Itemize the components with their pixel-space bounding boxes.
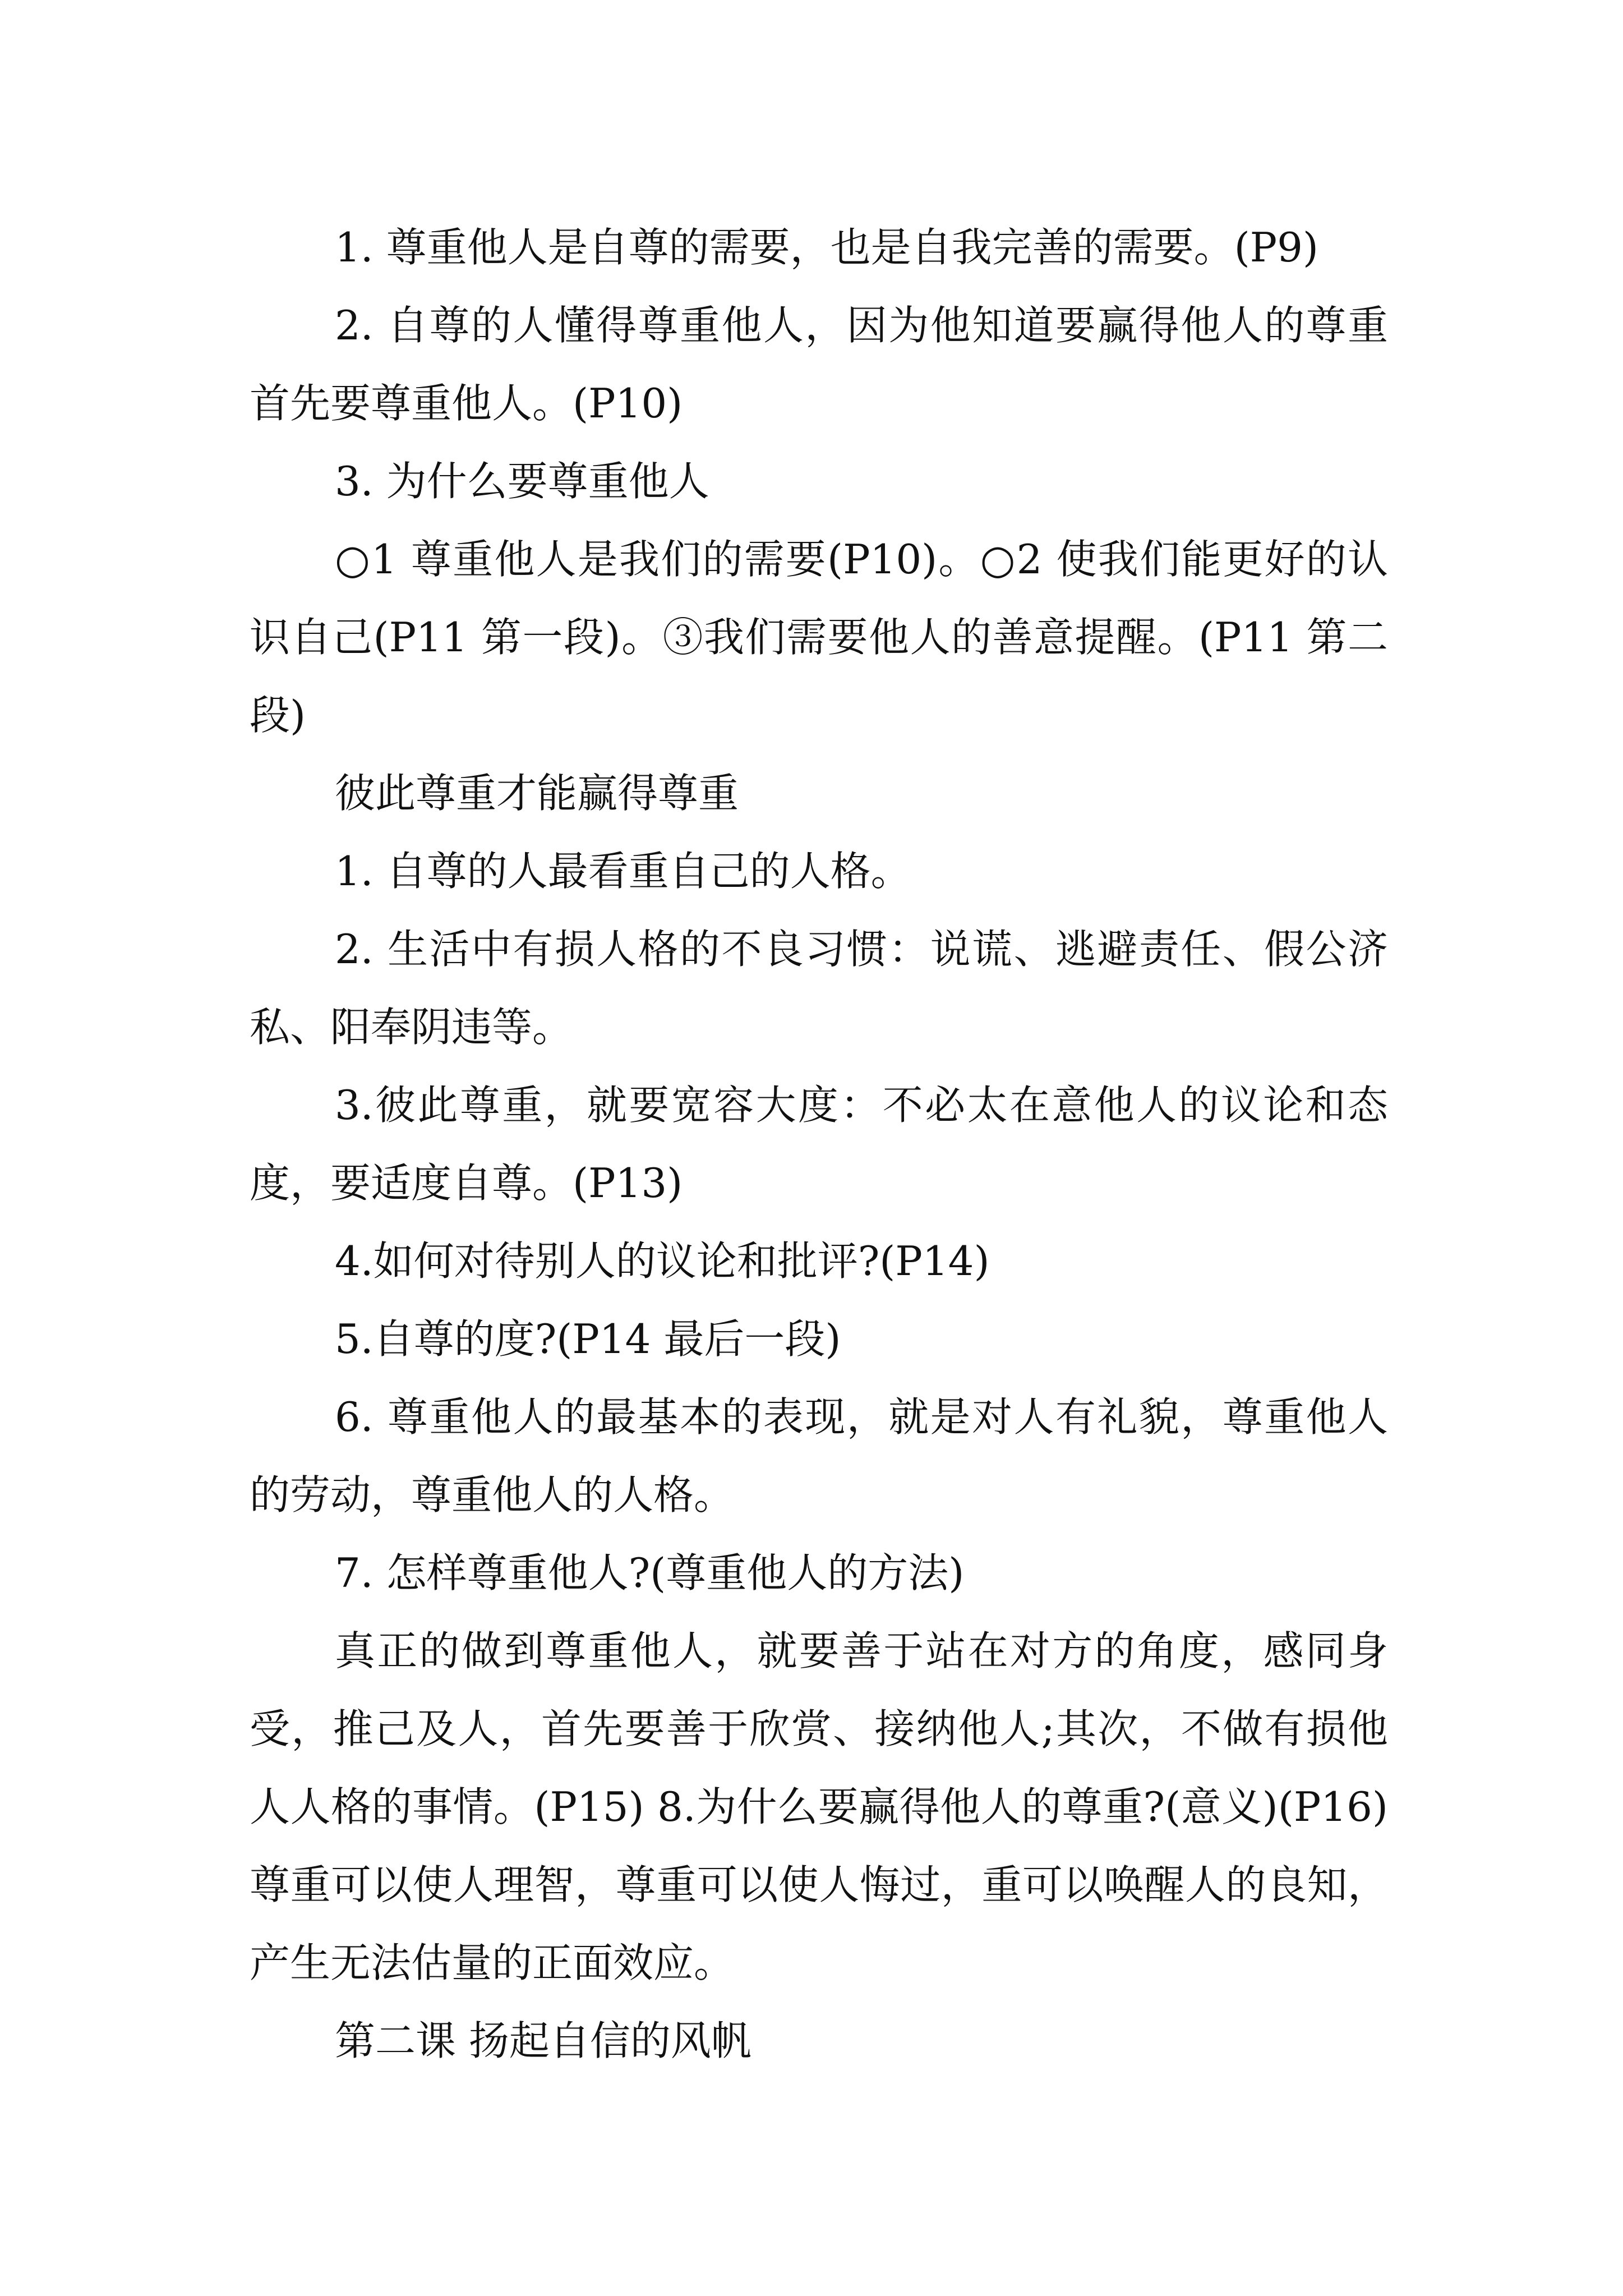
paragraph: ○1 尊重他人是我们的需要(P10)。○2 使我们能更好的认识自己(P11 第一段)。③我们需要他人的善意提醒。(P11 第二段) xyxy=(250,536,1388,739)
document-body xyxy=(250,209,1388,2080)
paragraph: 1. 自尊的人最看重自己的人格。 xyxy=(335,848,911,895)
paragraph: 真正的做到尊重他人，就要善于站在对方的角度，感同身受，推己及人，首先要善于欣赏、接纳他人;其次，不做有损他人人格的事情。(P15) 8.为什么要赢得他人的尊重?(意义)(P16) 尊重可以使人理智，尊重可以使人悔过，重可以唤醒人的良知，产生无法估量的正面效应。 xyxy=(250,1627,1388,1986)
paragraph: 3. 为什么要尊重他人 xyxy=(335,458,709,505)
lesson-heading: 第二课 扬起自信的风帆 xyxy=(335,2017,751,2064)
paragraph: 2. 自尊的人懂得尊重他人，因为他知道要赢得他人的尊重首先要尊重他人。(P10) xyxy=(250,302,1388,427)
paragraph: 7. 怎样尊重他人?(尊重他人的方法) xyxy=(335,1549,965,1596)
paragraph: 2. 生活中有损人格的不良习惯：说谎、逃避责任、假公济私、阳奉阴违等。 xyxy=(250,926,1388,1051)
paragraph: 4.如何对待别人的议论和批评?(P14) xyxy=(335,1237,990,1285)
paragraph: 1. 尊重他人是自尊的需要，也是自我完善的需要。(P9) xyxy=(335,224,1319,271)
paragraph: 5.自尊的度?(P14 最后一段) xyxy=(335,1315,841,1363)
section-heading: 彼此尊重才能赢得尊重 xyxy=(335,770,739,817)
paragraph: 3.彼此尊重，就要宽容大度：不必太在意他人的议论和态度，要适度自尊。(P13) xyxy=(250,1082,1388,1207)
paragraph: 6. 尊重他人的最基本的表现，就是对人有礼貌，尊重他人的劳动，尊重他人的人格。 xyxy=(250,1393,1388,1519)
